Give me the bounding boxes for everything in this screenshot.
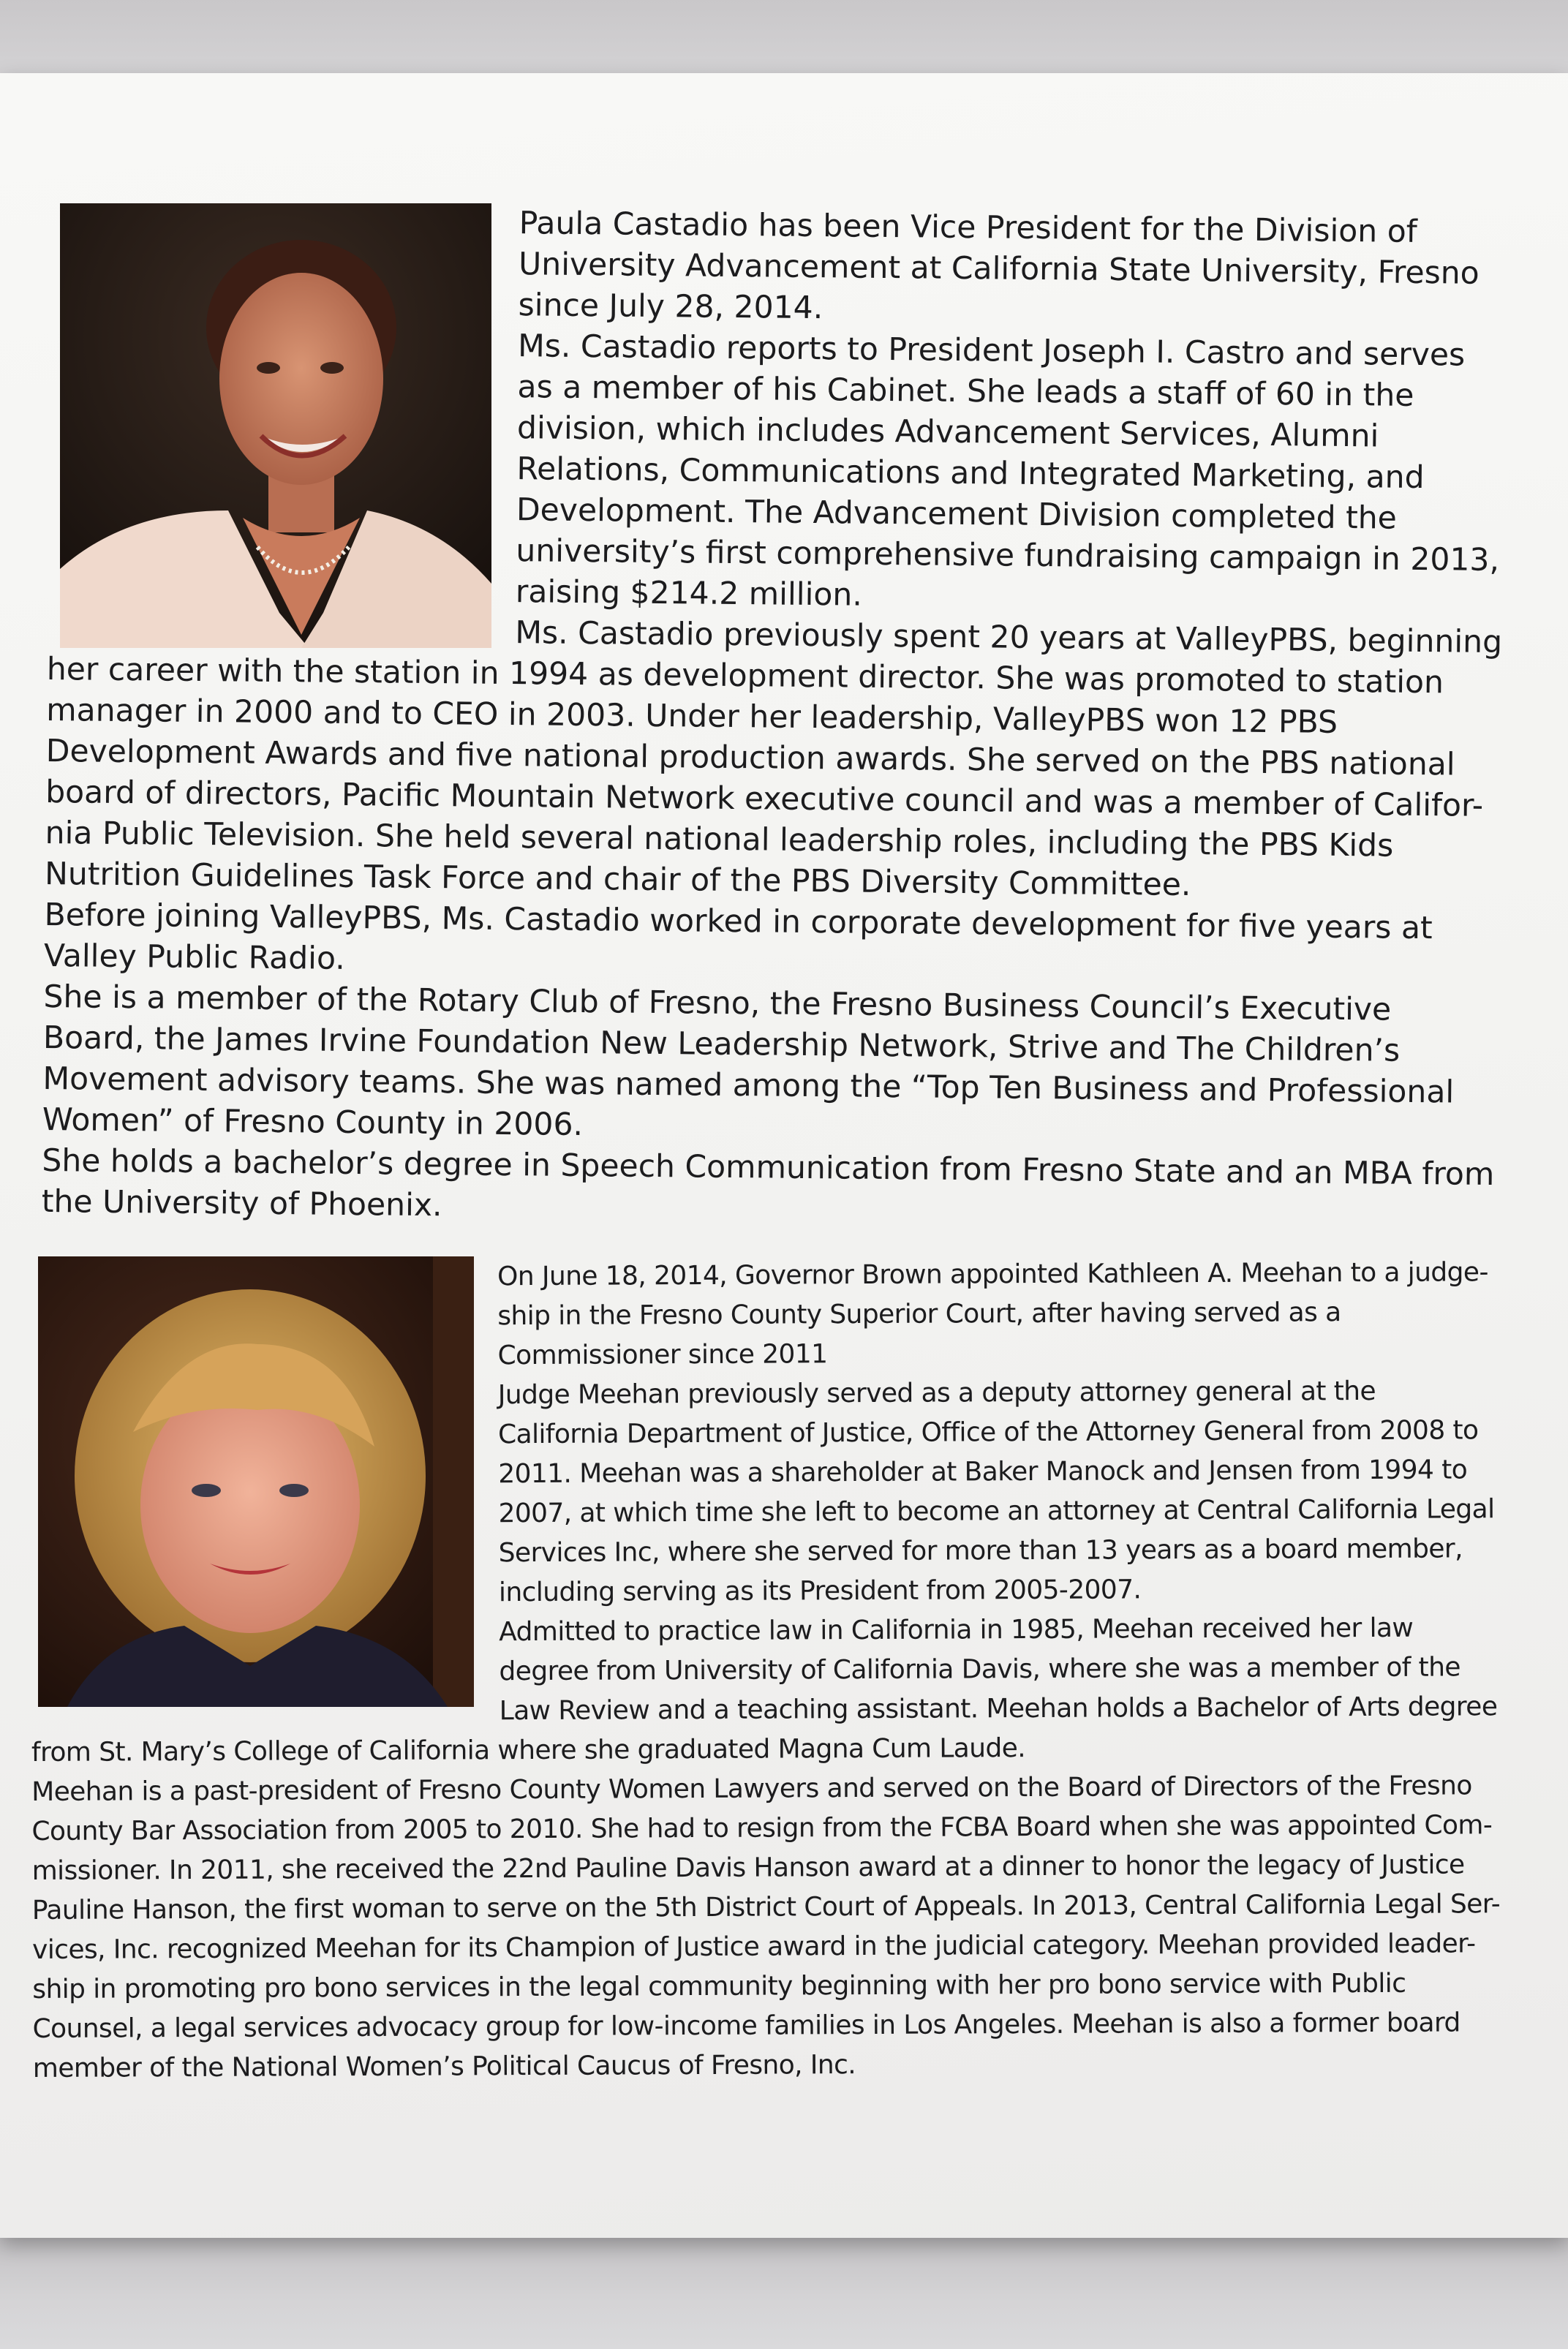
bio-paragraph: On June 18, 2014, Governor Brown appointed Kathleen A. Meehan to a judge-ship in the Fresno County Superior Court, after having served as a Commissioner since 2011 xyxy=(497,1257,1488,1371)
bio-paragraph: Paula Castadio has been Vice President for the Division of University Advancement at California State University, Fresno since July 28, 2014. xyxy=(518,206,1480,327)
photo-spacer xyxy=(47,199,519,649)
bio-paragraph: Before joining ValleyPBS, Ms. Castadio worked in corporate development for five years at Valley Public Radio. xyxy=(43,897,1433,977)
bio-paragraph: Judge Meehan previously served as a deputy attorney general at the California Department of Justice, Office of the Attorney General from 2008 to 2011. Meehan was a shareholder at Baker Manock and Jensen from 1994 to 2007, at which time she left to become an attorney at Central California Legal Services Inc, where she served for more than 13 years as a board member, including serving as its President from 2005-2007. xyxy=(497,1376,1495,1608)
bio-paragraph: Ms. Castadio reports to President Joseph I. Castro and serves as a member of his Cabinet. She leads a staff of 60 in the division, which includes Advancement Services, Alumni Relations, Communications and Integrated Marketing, and Development. The Advancement Division completed the university’s first comprehensive fundraising campaign in 2013, raising $214.2 million. xyxy=(515,328,1500,614)
bio-paragraph: Admitted to practice law in California in 1985, Meehan received her law degree from University of California Davis, where she was a member of the Law Review and a teaching assistant. Meehan holds a Bachelor of Arts degree from St. Mary’s College of California where she graduated Magna Cum Laude. xyxy=(31,1613,1498,1768)
bio-paragraph: Meehan is a past-president of Fresno County Women Lawyers and served on the Board of Directors of the Fresno County Bar Association from 2005 to 2010. She had to resign from the FCBA Board when she was appointed Com-missioner. In 2011, she received the 22nd Pauline Davis Hanson award at a dinner to honor the legacy of Justice Pauline Hanson, the first woman to serve on the 5th District Court of Appeals. In 2013, Central California Legal Ser-vices, Inc. recognized Meehan for its Champion of Justice award in the judicial category. Meehan provided leader-ship in promoting pro bono services in the legal community beginning with her pro bono service with Public Counsel, a legal services advocacy group for low-income families in Los Angeles. Meehan is also a former board member of the National Women’s Political Caucus of Fresno, Inc. xyxy=(31,1771,1501,2084)
bio-paragraph: Ms. Castadio previously spent 20 years at ValleyPBS, beginning her career with the station in 1994 as development director. She was promoted to station manager in 2000 and to CEO in 2003. Under her leadership, ValleyPBS won 12 PBS Development Awards and five national production awards. She served on the PBS national board of directors, Pacific Mountain Network executive council and was a member of Califor-nia Public Television. She held several national leadership roles, including the PBS Kids Nutrition Guidelines Task Force and chair of the PBS Diversity Committee. xyxy=(44,615,1503,904)
bio-castadio xyxy=(42,199,1507,1237)
bio-paragraph: She is a member of the Rotary Club of Fresno, the Fresno Business Council’s Executive Board, the James Irvine Foundation New Leadership Network, Strive and The Children’s Movement advisory teams. She was named among the “Top Ten Business and Professional Women” of Fresno County in 2006. xyxy=(42,979,1455,1144)
photo-spacer xyxy=(29,1257,500,1720)
bio-meehan xyxy=(29,1253,1503,2089)
bio-paragraph: She holds a bachelor’s degree in Speech Communication from Fresno State and an MBA from the University of Phoenix. xyxy=(41,1142,1495,1224)
